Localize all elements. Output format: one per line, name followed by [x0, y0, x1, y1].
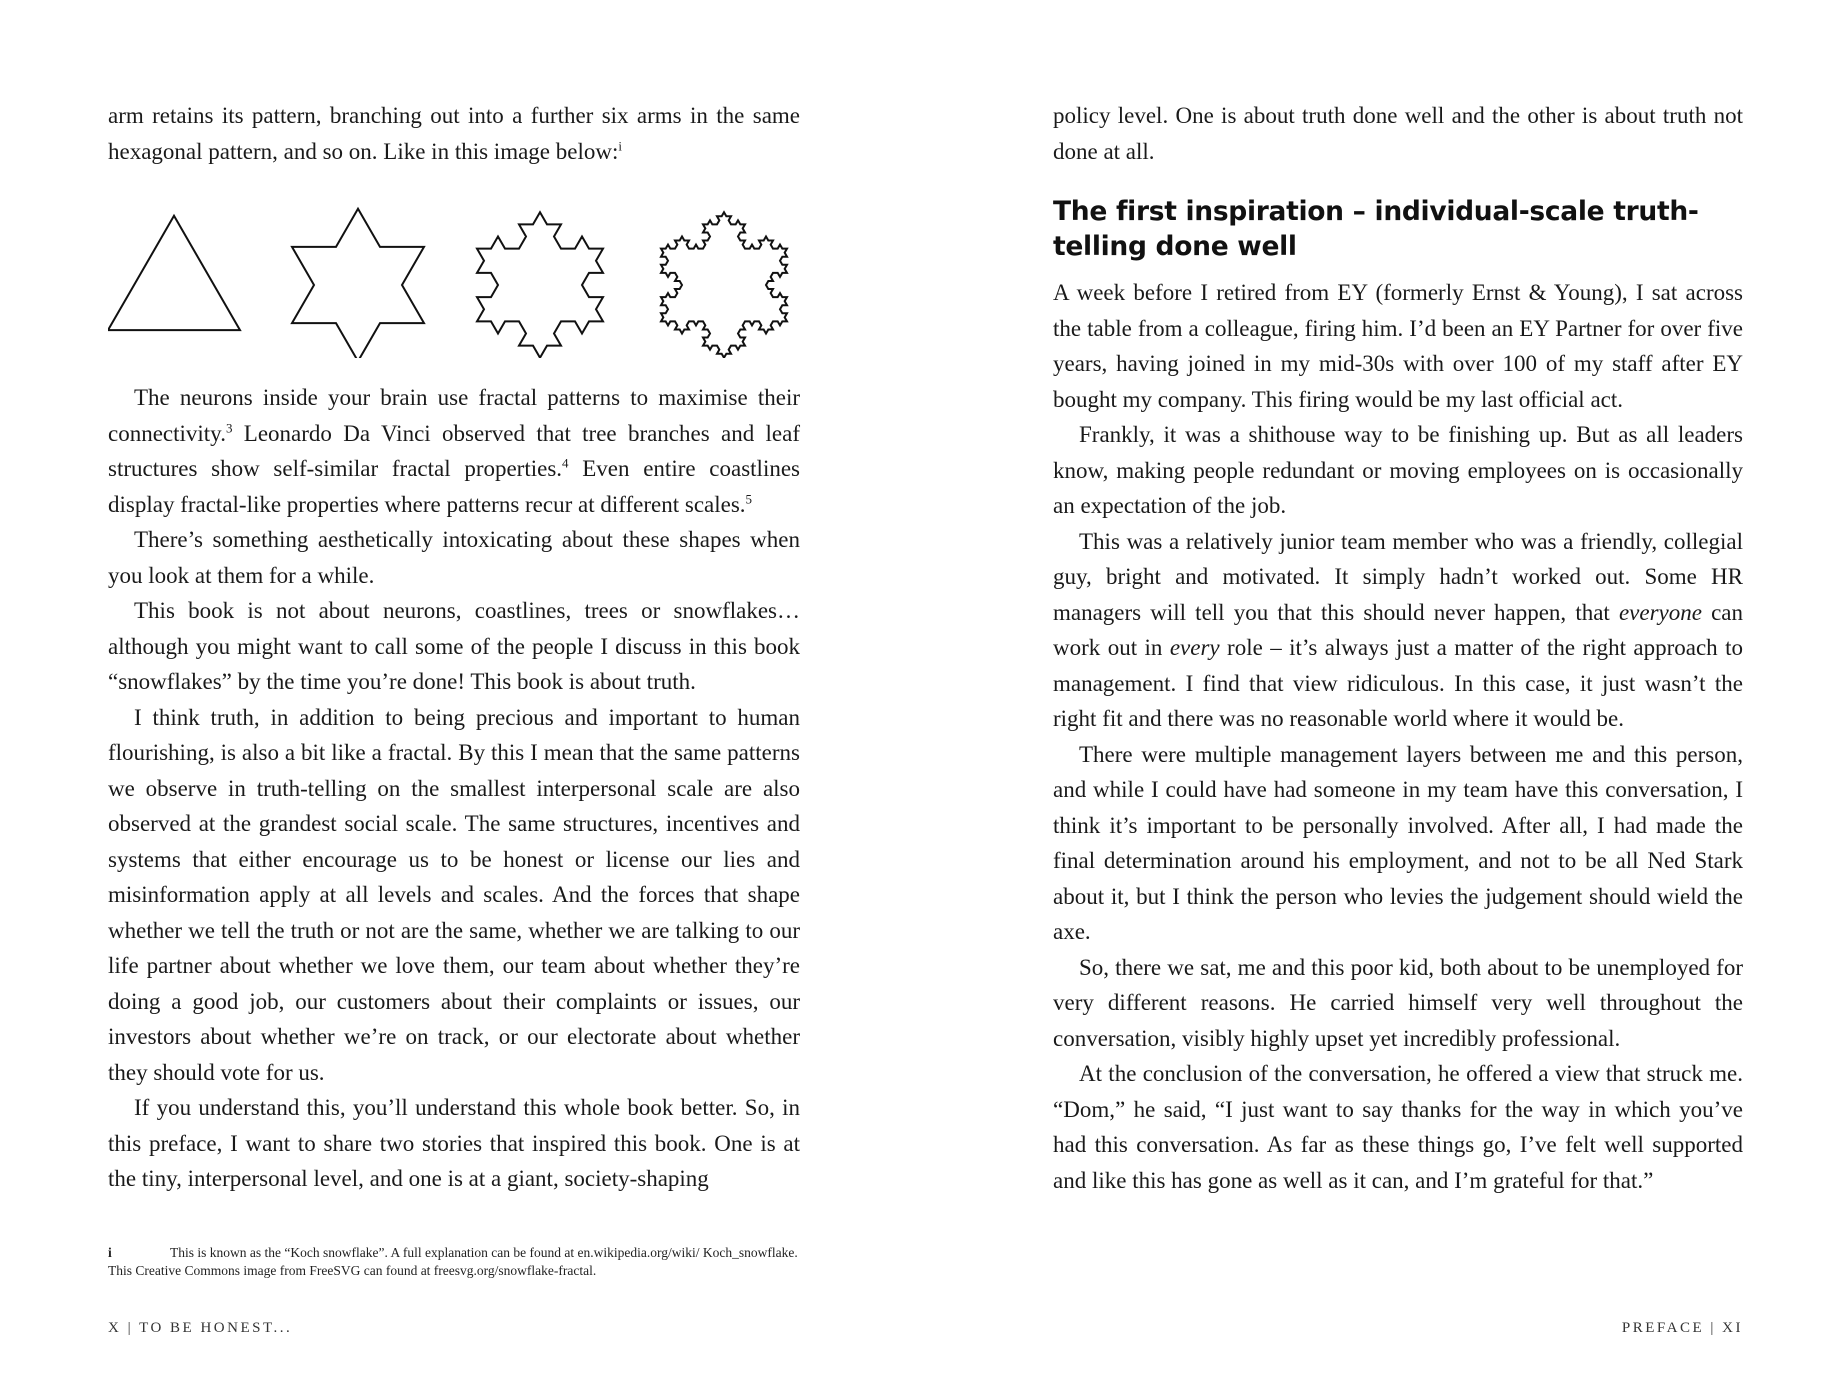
right-paragraph — [1053, 417, 1743, 524]
paragraph-text: Leonardo Da Vinci observed that tree branches and leaf structures show self-similar fractal properties. — [108, 420, 800, 481]
paragraph-text: This book is not about neurons, coastlines, trees or snowflakes… although you might want to call some of the people I discuss in this book “snowflakes” by the time you’re done! This book is about truth. — [108, 598, 800, 694]
left-paragraph — [108, 700, 800, 1091]
koch-snowflake-iteration-2-icon — [477, 212, 603, 358]
running-foot-right: PREFACE | XI — [1621, 1320, 1743, 1336]
paragraph-text: At the conclusion of the conversation, he offered a view that struck me. “Dom,” he said, “I just want to say thanks for the way in which you’ve had this conversation. As far as these things go, I’ve felt well supported and like this has gone as well as it can, and I’m grateful for that.” — [1053, 1061, 1743, 1193]
koch-snowflake-figure — [108, 192, 800, 358]
koch-snowflake-svg — [108, 192, 800, 358]
paragraph-text: I think truth, in addition to being precious and important to human flourishing, is also a bit like a fractal. By this I mean that the same patterns we observe in truth-telling on the smallest interpersonal scale are also observed at the grandest social scale. The same structures, incentives and systems that either encourage us to be honest or license our lies and misinformation apply at all levels and scales. And the forces that shape whether we tell the truth or not are the same, whether we are talking to our life partner about whether we love them, our team about whether they’re doing a good job, our customers about their complaints or issues, our investors about whether we’re on track, or our electorate about whether they should vote for us. — [108, 704, 800, 1085]
left-page — [108, 0, 800, 1400]
paragraph-text: So, there we sat, me and this poor kid, both about to be unemployed for very different reasons. He carried himself very well throughout the conversation, visibly highly upset yet incredibly professional. — [1053, 954, 1743, 1051]
left-paragraph — [108, 380, 800, 522]
paragraph-text: If you understand this, you’ll understand this whole book better. So, in this preface, I want to share two stories that inspired this book. One is at the tiny, interpersonal level, and one is at a giant, society-shaping — [108, 1095, 800, 1191]
left-paragraph — [108, 1090, 800, 1197]
right-opening-paragraph: policy level. One is about truth done well and the other is about truth not done at all. — [1053, 103, 1743, 164]
footnote — [108, 1244, 800, 1280]
right-paragraph — [1053, 950, 1743, 1057]
paragraph-text: There’s something aesthetically intoxicating about these shapes when you look at them for a while. — [108, 527, 800, 588]
right-page — [1053, 0, 1743, 1400]
section-heading: The first inspiration – individual-scale truth-telling done well — [1053, 196, 1699, 262]
triangle-icon — [108, 216, 240, 330]
right-paragraph — [1053, 275, 1743, 417]
paragraph-text: can work out in — [1053, 599, 1744, 660]
right-paragraph — [1053, 1056, 1743, 1198]
footnote-ref-i[interactable]: i — [618, 137, 622, 153]
left-paragraph — [108, 593, 800, 700]
left-opening-paragraph — [108, 98, 800, 169]
paragraph-text: This was a relatively junior team member who was a friendly, collegial guy, bright and motivated. It simply hadn’t worked out. Some HR managers will tell you that this should never happen, that — [1053, 528, 1743, 625]
footnote-ref[interactable]: 3 — [225, 419, 233, 435]
footnote-ref[interactable]: 5 — [745, 490, 753, 506]
right-body-text — [1053, 275, 1743, 1198]
paragraph-text: Frankly, it was a shithouse way to be finishing up. But as all leaders know, making people redundant or moving employees on is occasionally an expectation of the job. — [1053, 422, 1743, 518]
running-foot-left: X | TO BE HONEST... — [108, 1320, 293, 1336]
paragraph-text: There were multiple management layers between me and this person, and while I could have had someone in my team have this conversation, I think it’s important to be personally involved. After all, I had made the final determination around his employment, and not to be all Ned Stark about it, but I think the person who levies the judgement should wield the axe. — [1053, 741, 1743, 944]
footnote-text: This is known as the “Koch snowflake”. A full explanation can be found at en.wikipedia.org/wiki/ Koch_snowflake. This Creative Commons image from FreeSVG can found at freesvg.org/snowflake-fractal. — [108, 1245, 798, 1278]
paragraph-text: A week before I retired from EY (formerly Ernst & Young), I sat across the table from a colleague, firing him. I’d been an EY Partner for over five years, having joined in my mid-30s with over 100 of my staff after EY bought my company. This firing would be my last official act. — [1053, 280, 1743, 412]
footnote-marker: i — [108, 1245, 112, 1260]
right-paragraph — [1053, 524, 1743, 737]
footnote-ref[interactable]: 4 — [562, 455, 569, 471]
koch-snowflake-iteration-3-icon — [661, 212, 787, 358]
paragraph-text: The neurons inside your brain use fractal patterns to maximise their connectivity. — [108, 385, 800, 446]
left-body-text — [108, 380, 800, 1197]
emphasis-text: everyone — [1618, 599, 1702, 625]
right-paragraph — [1053, 737, 1743, 950]
paragraph-text: role – it’s always just a matter of the right approach to management. I find that view ridiculous. In this case, it just wasn’t the right fit and there was no reasonable world where it would be. — [1053, 635, 1743, 731]
star-of-david-icon — [292, 209, 424, 358]
emphasis-text: every — [1169, 635, 1220, 660]
paragraph-text: Even entire coastlines display fractal-like properties where patterns recur at different scales. — [108, 456, 800, 517]
left-paragraph — [108, 522, 800, 593]
left-opening-text: arm retains its pattern, branching out into a further six arms in the same hexagonal pattern, and so on. Like in this image below: — [108, 103, 800, 164]
